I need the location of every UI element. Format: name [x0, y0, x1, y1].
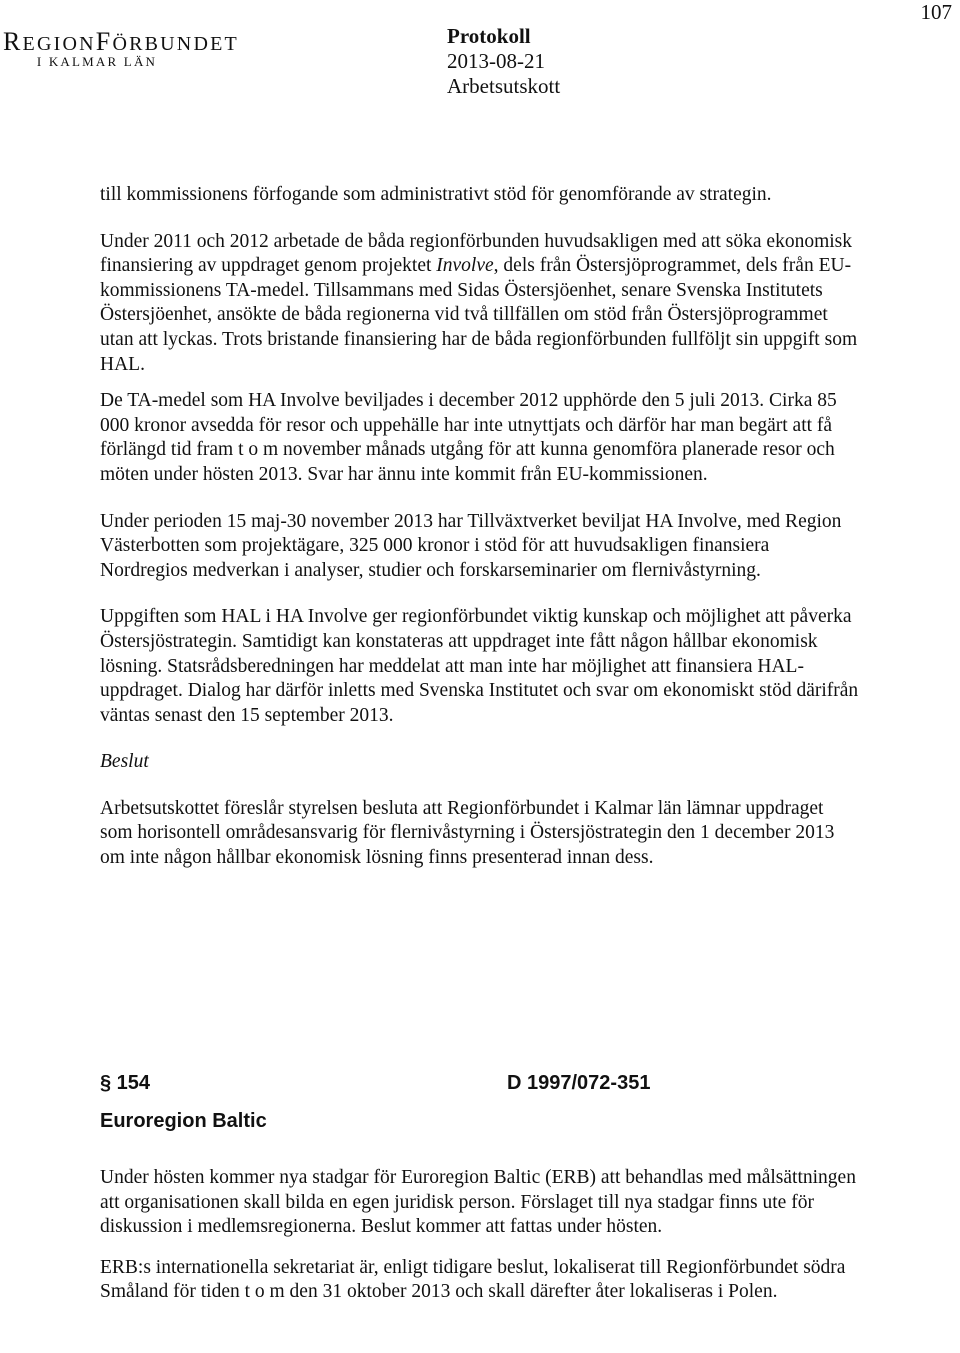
logo-wordmark: REGIONFÖRBUNDET [3, 27, 239, 56]
logo-subtitle: I KALMAR LÄN [36, 54, 158, 69]
document-type: Protokoll [447, 24, 531, 48]
committee-name: Arbetsutskott [447, 74, 561, 98]
document-date: 2013-08-21 [447, 49, 545, 73]
paragraph-erb-statutes: Under hösten kommer nya stadgar för Euroregion Baltic (ERB) att behandlas med målsättningen att organisationen skall bilda en egen juridisk person. Förslaget till nya stadgar finns ute för diskussion i medlemsregionerna. Beslut kommer att fattas under hösten. [100, 1167, 856, 1238]
paragraph-ta-funds: De TA-medel som HA Involve beviljades i december 2012 upphörde den 5 juli 2013. Cirka 85 000 kronor avsedda för resor och uppehälle har inte utnyttjats och därför har man begärt att få förlängd tid fram t o m november månads utgång för att kunna genomföra planerade resor och möten under hösten 2013. Svar har ännu inte kommit från EU-kommissionen. [100, 390, 837, 485]
paragraph-tillvaxtverket: Under perioden 15 maj-30 november 2013 har Tillväxtverket beviljat HA Involve, med Region Västerbotten som projektägare, 325 000 kronor i stöd för att huvudsakligen finansiera Nordregios medverkan i analyser, studier och forskarseminarier om flernivåstyrning. [100, 510, 842, 581]
decision-heading: Beslut [100, 751, 149, 773]
paragraph-funding: Under 2011 och 2012 arbetade de båda regionförbunden huvudsakligen med att söka ekonomisk finansiering av uppdraget genom projektet Involve, dels från Östersjöprogrammet, dels från EU-kommissionens TA-medel. Tillsammans med Sidas Östersjöenhet, senare Svenska Institutets Östersjöenhet, ansökte de båda regionerna vid två tillfällen om stöd från Östersjöprogrammet utan att lyckas. Trots bristande finansiering har de båda regionförbunden fullföljt sin uppgift som HAL. [100, 230, 858, 375]
page-number: 107 [920, 0, 952, 24]
section-title: Euroregion Baltic [100, 1110, 267, 1132]
decision-text: Arbetsutskottet föreslår styrelsen besluta att Regionförbundet i Kalmar län lämnar uppdraget som horisontell områdesansvarig för flernivåstyrning i Östersjöstrategin den 1 december 2013 om inte någon hållbar ekonomisk lösning finns presenterad innan dess. [100, 797, 835, 869]
diary-number: D 1997/072-351 [507, 1072, 651, 1094]
paragraph-erb-secretariat: ERB:s internationella sekretariat är, enligt tidigare beslut, lokaliserat till Regionförbundet södra Småland för tiden t o m den 31 oktober 2013 och skall därefter åter lokaliseras i Polen. [100, 1256, 846, 1303]
paragraph-continuation: till kommissionens förfogande som administrativt stöd för genomförande av strategin. [100, 184, 772, 205]
section-header [100, 1072, 860, 1133]
document-header [447, 24, 560, 99]
project-name: Involve [436, 255, 494, 277]
section-body [100, 1166, 860, 1305]
section-number: § 154 [100, 1072, 151, 1094]
organization-logo [3, 27, 239, 69]
body-text [100, 183, 860, 871]
paragraph-hal-task: Uppgiften som HAL i HA Involve ger regionförbundet viktig kunskap och möjlighet att påverka Östersjöstrategin. Samtidigt kan konstateras att uppdraget inte fått någon hållbar ekonomisk lösning. Statsrådsberedningen har meddelat att man inte har möjlighet att finansiera HAL-uppdraget. Dialog har därför inletts med Svenska Institutet och svar om ekonomiskt stöd därifrån väntas senast den 15 september 2013. [100, 606, 859, 726]
